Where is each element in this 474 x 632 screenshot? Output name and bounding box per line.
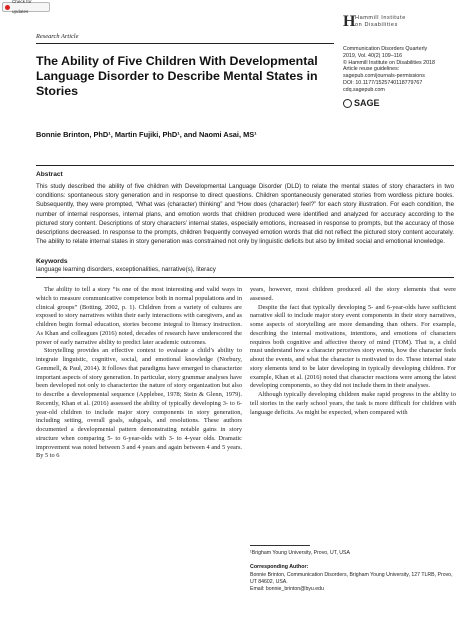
sage-wordmark: SAGE bbox=[354, 98, 380, 108]
affiliation-footnote: ¹Brigham Young University, Provo, UT, USA bbox=[250, 550, 350, 556]
keywords-heading: Keywords bbox=[36, 258, 68, 265]
reuse-guidelines-label: Article reuse guidelines: bbox=[343, 66, 400, 73]
hammill-logo-icon: H bbox=[343, 13, 356, 30]
check-for-updates-button[interactable] bbox=[2, 2, 50, 12]
sage-circle-icon bbox=[343, 99, 352, 108]
abstract-heading: Abstract bbox=[36, 171, 63, 178]
check-for-updates-label: Check for updates bbox=[11, 0, 32, 14]
article-type: Research Article bbox=[36, 33, 79, 40]
body-paragraph: Despite the fact that typically developing 5- and 6-year-olds have sufficient narrative skill to include major story event components in their story narratives, some aspects of storytelling are more demanding than others. For example, describing the internal motivations, intentions, and emotions of characters requires both cognitive and affective theory of mind (TOM). That is, a child must understand how a character perceives story events, how the character feels about the events, and what the character is motivated to do. These internal state story elements tend to be later developing in typically developing children. For example, Khan et al. (2016) noted that character reactions were among the latest developing components, so they did not include them in their analyses. bbox=[250, 303, 456, 390]
article-title: The Ability of Five Children With Developmental Language Disorder to Describe Mental States in Stories bbox=[36, 54, 318, 98]
corresponding-author-email[interactable]: Email: bonnie_brinton@byu.edu bbox=[250, 586, 324, 592]
article-authors: Bonnie Brinton, PhD¹, Martin Fujiki, PhD¹, and Naomi Asai, MS¹ bbox=[36, 130, 257, 139]
corresponding-author-details bbox=[250, 572, 456, 593]
keywords-bottom-divider bbox=[36, 277, 454, 278]
footnote-divider bbox=[250, 545, 310, 546]
body-column-right bbox=[250, 286, 456, 417]
corresponding-author-address: Bonnie Brinton, Communication Disorders, Brigham Young University, 127 TLRB, Provo, UT 84602, USA. bbox=[250, 572, 453, 585]
permissions-link[interactable]: sagepub.com/journals-permissions bbox=[343, 73, 425, 80]
update-check-icon bbox=[5, 5, 10, 10]
body-paragraph: years, however, most children produced all the story elements that were assessed. bbox=[250, 286, 456, 302]
doi-link[interactable]: DOI: 10.1177/1525740118779767 bbox=[343, 79, 423, 86]
journal-volume: 2019, Vol. 40(2) 109–116 bbox=[343, 52, 403, 59]
header-divider bbox=[36, 43, 334, 44]
publisher-name-line2: on Disabilities bbox=[355, 22, 398, 28]
journal-meta bbox=[343, 46, 453, 94]
abstract-text: This study described the ability of five children with Developmental Language Disorder (DLD) to relate the mental states of story characters in two conditions: spontaneous story generation and in response to direct questions. Children spontaneously generated stories from wordless picture books. Subsequently, they were prompted, “What was (character) thinking” and “How does (character) feel?” for each story illustration. For each condition, the number of internal responses, internal plans, and emotion words that children produced were identified and analyzed for accuracy according to the pictured story content. Descriptions of story characters’ internal states, especially emotions, increased in response to prompts, but the accuracy of those descriptions decreased. In response to the prompts, children frequently conveyed emotion words that did not reflect the pictured story content accurately. The ability to relate internal states in story generation was constrained not only by linguistic deficits but also by limited social and emotional knowledge. bbox=[36, 183, 454, 246]
sage-logo bbox=[343, 98, 380, 108]
body-paragraph: Storytelling provides an effective context to evaluate a child’s ability to integrate linguistic, cognitive, social, and emotional knowledge (Norbury, Gemmell, & Paul, 2014). It follows that paradigms have emerged to characterize important aspects of story generation. In particular, story grammar analyses have been developed not only to characterize the nature of story organization but also to describe a developmental sequence (Applebee, 1978; Stein & Glenn, 1979). Recently, Khan et al. (2016) assessed the ability of typically developing 3- to 6-year-old children to include major story components in story generation, including setting, overall goals, subgoals, and resolutions. These authors documented a developmental pattern demonstrating notable gains in story structure when comparing 5- to 6-year-olds with 3- to 4-year olds. Dramatic improvement was noted between 3 and 4 years and again between 4 and 5 years. By 5 to 6 bbox=[36, 347, 242, 460]
body-paragraph: The ability to tell a story “is one of the most interesting and valid ways in which to measure communicative competence both in normal populations and in clinical groups” (Botting, 2002, p. 1). Children from a variety of cultures are exposed to story narratives within their early interactions with caregivers, and as children begin formal education, stories become integral to literacy instruction. As Khan and colleagues (2016) noted, decades of research have underscored the power of early narrative ability to predict later academic outcomes. bbox=[36, 286, 242, 346]
keywords-text: language learning disorders, exceptionalities, narrative(s), literacy bbox=[36, 266, 216, 273]
abstract-top-divider bbox=[36, 165, 454, 166]
journal-name: Communication Disorders Quarterly bbox=[343, 46, 428, 52]
body-column-left bbox=[36, 286, 242, 461]
publisher-name-line1: Hammill Institute bbox=[355, 15, 406, 21]
corresponding-author-heading: Corresponding Author: bbox=[250, 564, 309, 570]
publisher-logo bbox=[343, 12, 443, 36]
journal-site-link[interactable]: cdq.sagepub.com bbox=[343, 86, 385, 93]
body-paragraph: Although typically developing children make rapid progress in the ability to tell stories in the early school years, the task is more difficult for children with language deficits. As might be expected, when compared with bbox=[250, 391, 456, 416]
copyright: © Hammill Institute on Disabilities 2018 bbox=[343, 59, 435, 66]
